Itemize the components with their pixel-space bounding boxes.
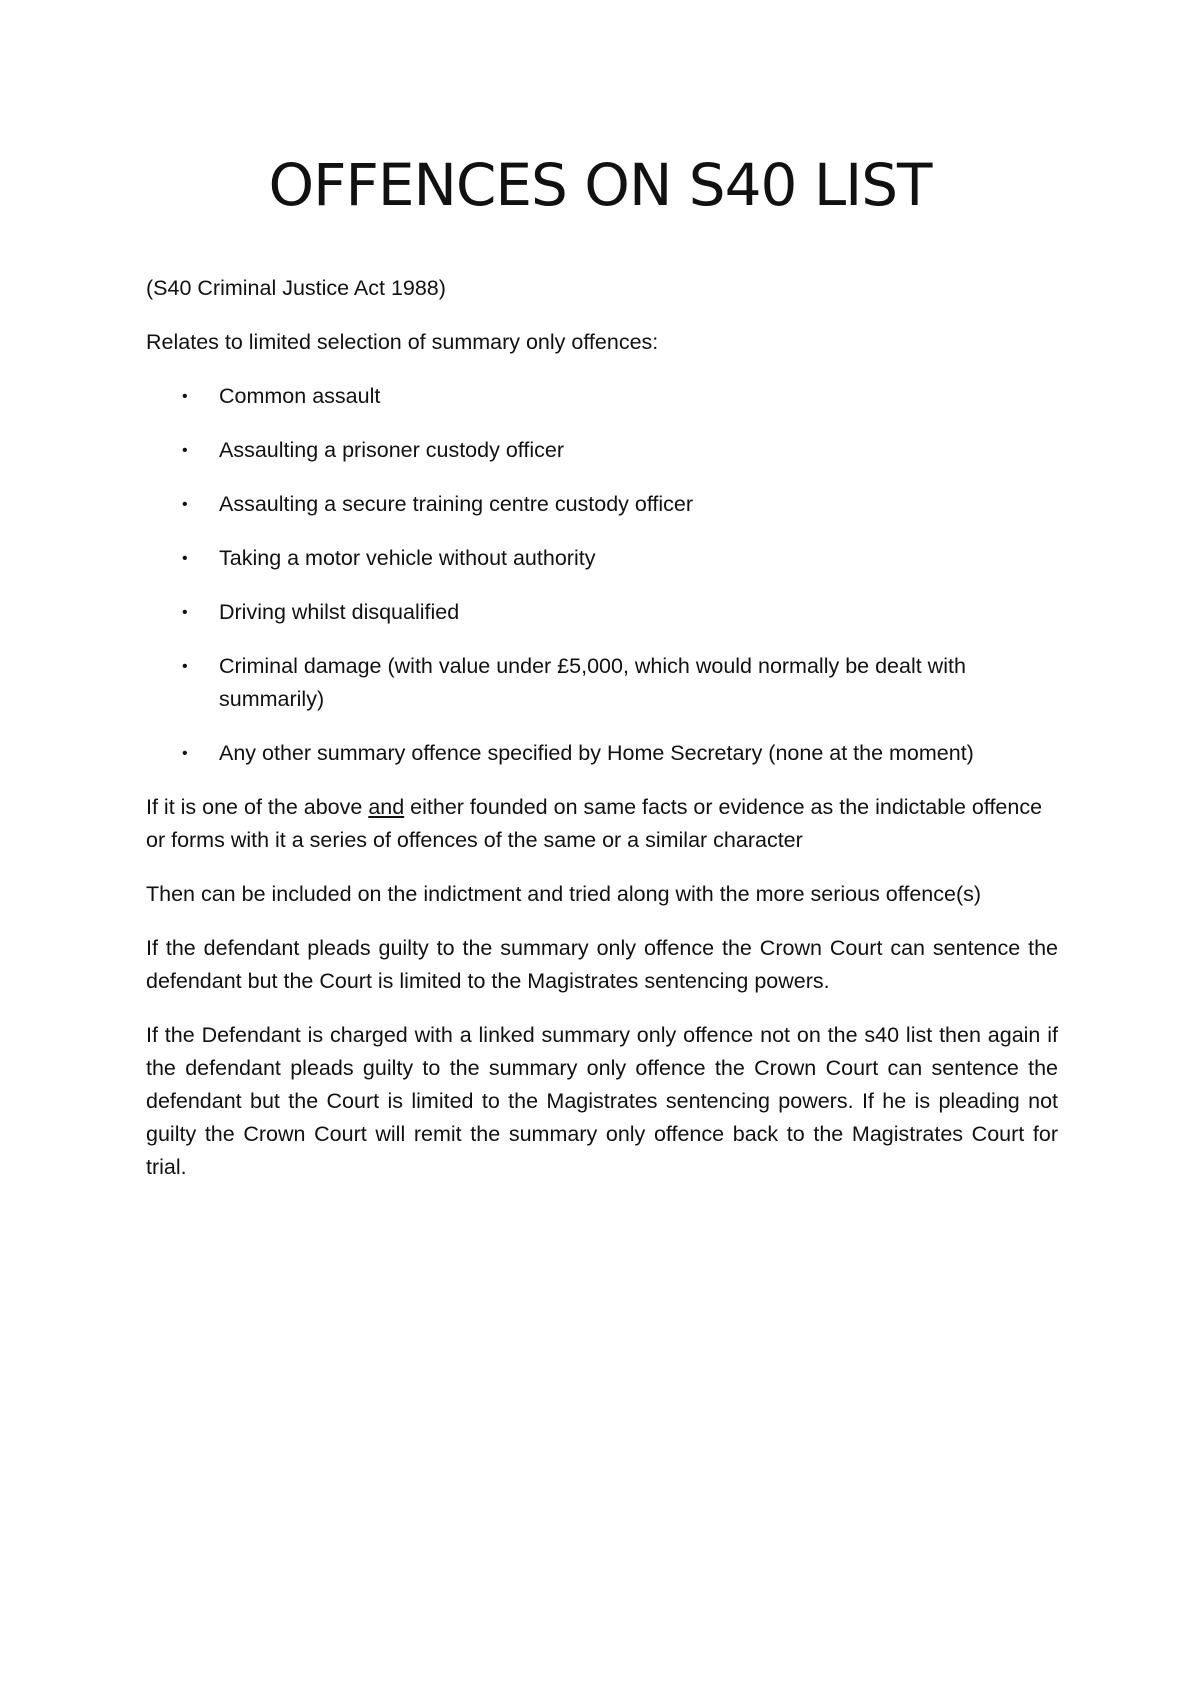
bullet-icon: • [182, 388, 188, 405]
linked-offence-paragraph: If the Defendant is charged with a linked summary only offence not on the s40 list then again if the defendant pleads guilty to the summary only offence the Crown Court can sentence the defendant but the Court is limited to the Magistrates sentencing powers. If he is pleading not guilty the Crown Court will remit the summary only offence back to the Magistrates Court for trial. [146, 1023, 1058, 1179]
document-title: OFFENCES ON S40 LIST [268, 151, 932, 219]
list-item-text: Driving whilst disqualified [219, 600, 460, 624]
bullet-icon: • [182, 442, 188, 459]
list-item-text: Any other summary offence specified by Home Secretary (none at the moment) [219, 741, 974, 765]
guilty-plea-paragraph: If the defendant pleads guilty to the summary only offence the Crown Court can sentence the defendant but the Court is limited to the Magistrates sentencing powers. [146, 936, 1058, 993]
then-paragraph: Then can be included on the indictment and tried along with the more serious offence(s) [146, 882, 982, 906]
act-reference: (S40 Criminal Justice Act 1988) [146, 276, 446, 300]
list-item-text: Assaulting a secure training centre custody officer [219, 492, 694, 516]
condition-emphasis: and [368, 795, 405, 819]
bullet-icon: • [182, 658, 188, 675]
list-item [146, 488, 1058, 521]
list-item-text: Taking a motor vehicle without authority [219, 546, 596, 570]
list-item [146, 737, 1058, 770]
condition-paragraph [146, 791, 1058, 857]
document-body [146, 272, 1058, 1205]
condition-text-before: If it is one of the above [146, 795, 369, 819]
bullet-icon: • [182, 496, 188, 513]
list-item [146, 650, 1058, 716]
offence-list [146, 380, 1058, 770]
intro-paragraph: Relates to limited selection of summary only offences: [146, 330, 659, 354]
list-item-text: Criminal damage (with value under £5,000, which would normally be dealt with summarily) [219, 654, 966, 711]
bullet-icon: • [182, 604, 188, 621]
bullet-icon: • [182, 550, 188, 567]
list-item-text: Common assault [219, 384, 381, 408]
bullet-icon: • [182, 745, 188, 762]
list-item [146, 596, 1058, 629]
list-item [146, 380, 1058, 413]
list-item-text: Assaulting a prisoner custody officer [219, 438, 564, 462]
condition-text-after: either founded on same facts or evidence as the indictable offence or forms with it a series of offences of the same or a similar character [146, 795, 1043, 852]
list-item [146, 434, 1058, 467]
list-item [146, 542, 1058, 575]
